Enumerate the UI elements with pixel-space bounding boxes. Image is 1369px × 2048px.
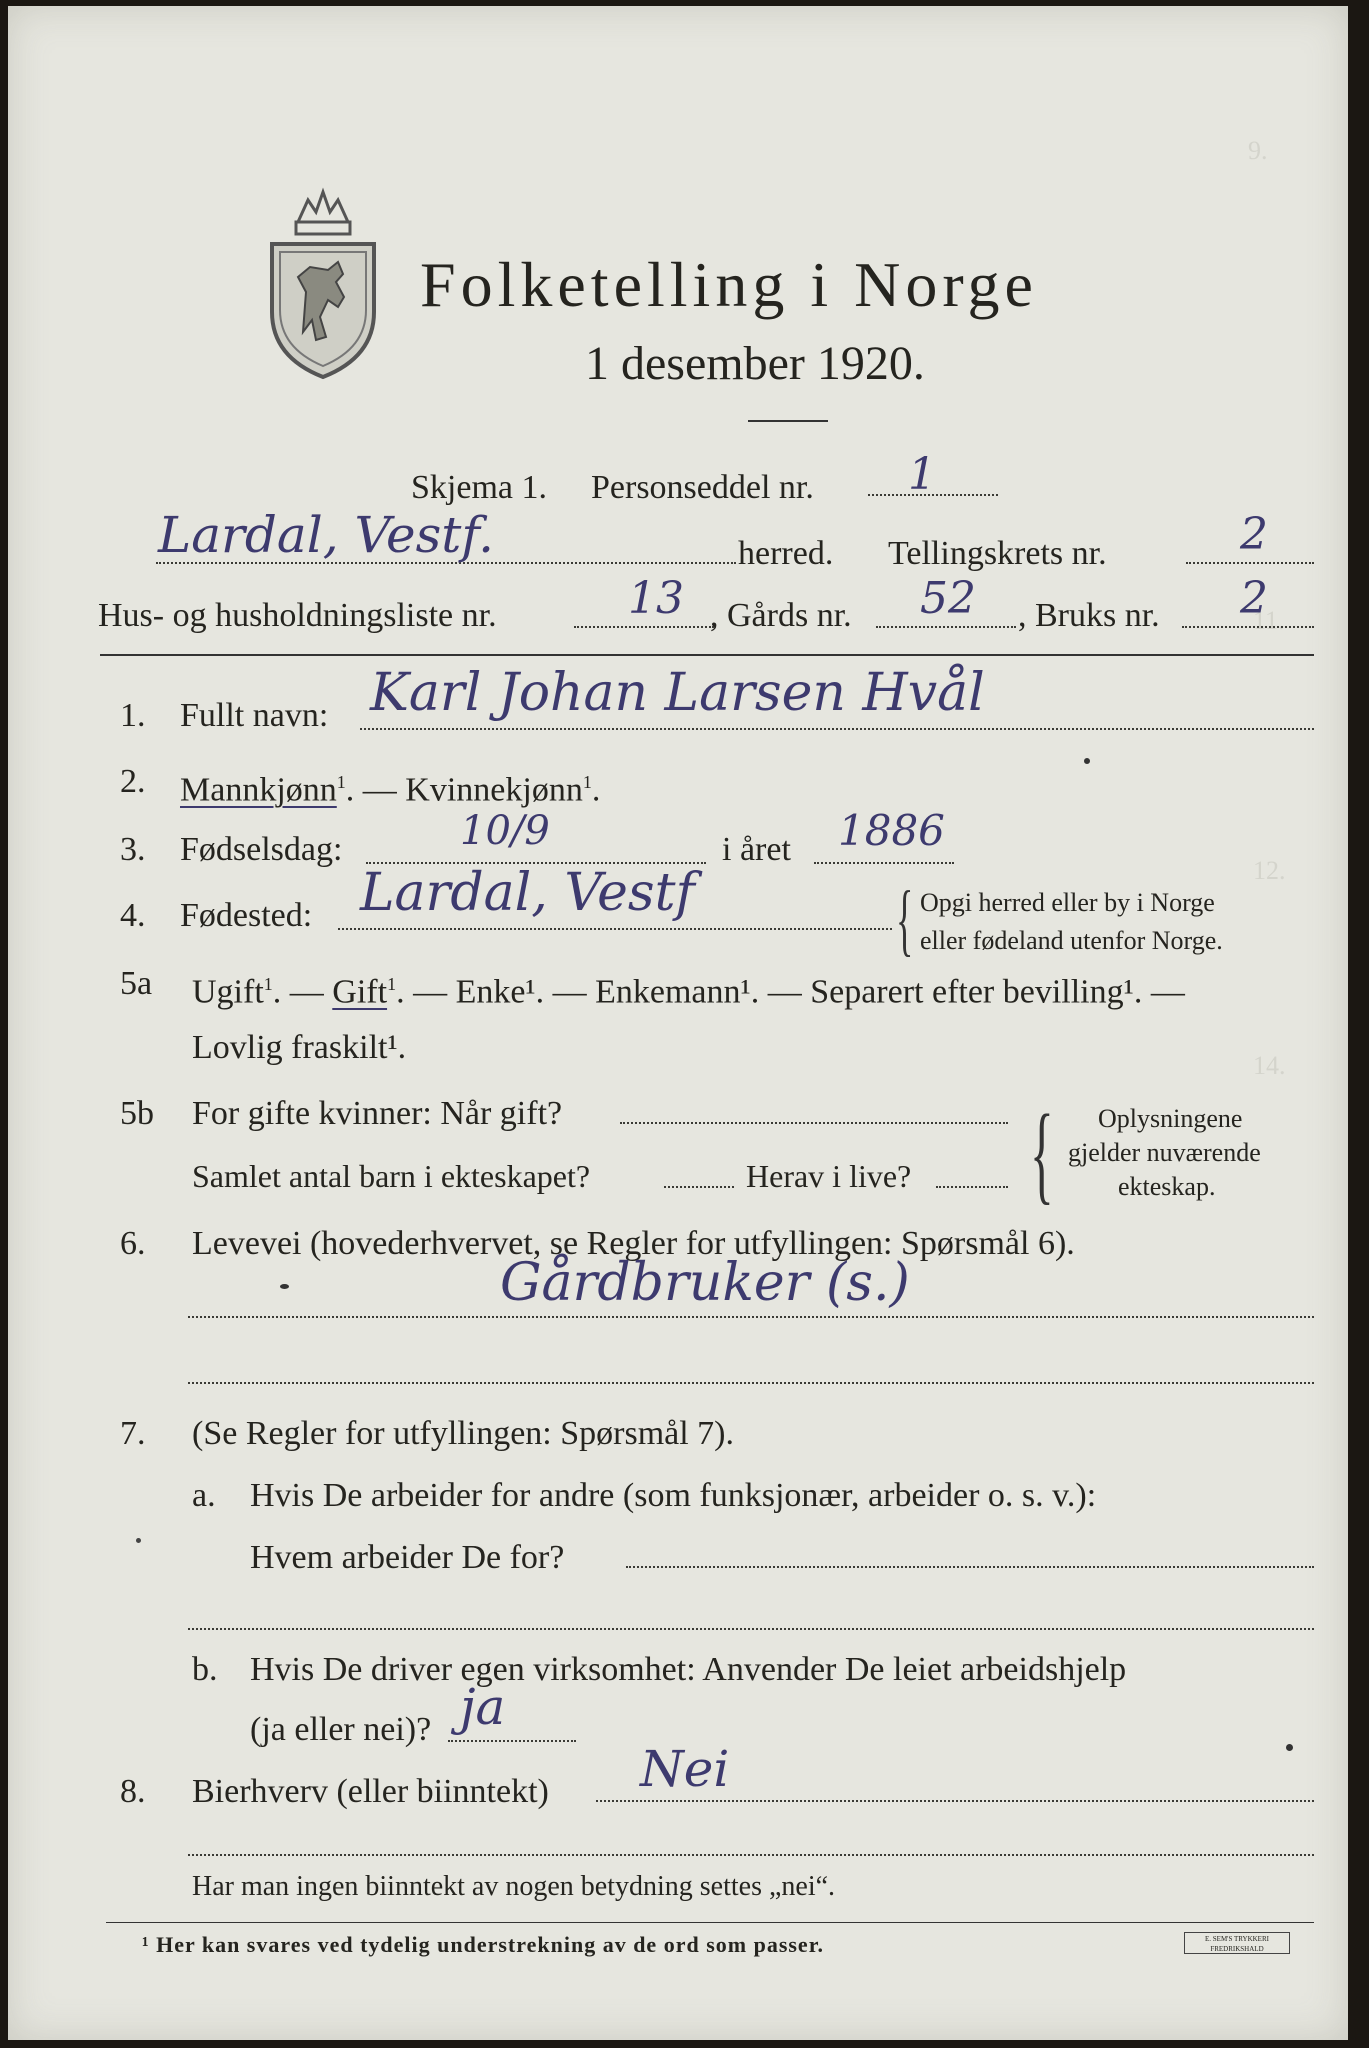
q2-options: Mannkjønn$^1$. — Kvinnekjønn$^1$. — [180, 771, 601, 809]
q5b-alive-line — [936, 1186, 1008, 1188]
q5b-brace: { — [1030, 1092, 1054, 1214]
q3-year-value: 1886 — [838, 806, 945, 855]
ink-dot — [136, 1538, 141, 1543]
q7b-letter: b. — [192, 1651, 218, 1688]
q4-birthplace-value: Lardal, Vestf — [360, 863, 695, 923]
q1-number: 1. — [120, 697, 146, 734]
bruks-label: , Bruks nr. — [1018, 597, 1160, 634]
q5a-ugift-option: Ugift — [192, 973, 264, 1011]
herred-label: herred. — [738, 535, 834, 572]
bruks-value: 2 — [1240, 573, 1268, 624]
q8-label: Bierhverv (eller biinntekt) — [192, 1773, 549, 1810]
hus-line — [574, 626, 714, 628]
q5b-number: 5b — [120, 1095, 154, 1132]
q5a-line2: Lovlig fraskilt¹. — [192, 1029, 407, 1066]
q5a-number: 5a — [120, 965, 153, 1002]
q4-note-line2: eller fødeland utenfor Norge. — [920, 926, 1223, 955]
tellingskrets-label: Tellingskrets nr. — [888, 535, 1107, 572]
q3-label: Fødselsdag: — [180, 831, 343, 868]
form-date: 1 desember 1920. — [585, 337, 925, 390]
herred-value: Lardal, Vestf. — [158, 506, 494, 564]
tellingskrets-value: 2 — [1240, 509, 1268, 560]
q5b-alive-label: Herav i live? — [746, 1158, 912, 1194]
q7b-answer-value: ja — [460, 1678, 506, 1736]
tellingskrets-line — [1186, 562, 1314, 564]
q1-full-name-value: Karl Johan Larsen Hvål — [370, 663, 985, 723]
q5a-separator: . — — [272, 973, 333, 1011]
q7-number: 7. — [120, 1415, 146, 1452]
q5a-options: Ugift$^1$. — Gift$^1$. — Enke¹. — Enkemann¹. — Separert efter bevilling¹. — — [192, 973, 1185, 1011]
q5a-other-options: . — Enke¹. — Enkemann¹. — Separert efter bevilling¹. — — [396, 973, 1185, 1011]
header-separator — [100, 654, 1314, 656]
norwegian-lion-shield-icon — [258, 182, 388, 382]
q7a-label: Hvis De arbeider for andre (som funksjonær, arbeider o. s. v.): — [250, 1477, 1097, 1514]
bleed-through-text: 9. — [1248, 136, 1268, 165]
q5b-note-line2: gjelder nuværende — [1068, 1138, 1261, 1167]
gards-value: 52 — [920, 573, 976, 624]
q7a-line2: Hvem arbeider De for? — [250, 1539, 565, 1576]
q6-occupation-value: Gårdbruker (s.) — [500, 1253, 910, 1313]
q5b-label: For gifte kvinner: Når gift? — [192, 1095, 563, 1132]
personseddel-value: 1 — [908, 449, 936, 500]
q5b-note-line3: ekteskap. — [1118, 1172, 1216, 1201]
q2-number: 2. — [120, 763, 146, 800]
hus-value: 13 — [628, 573, 684, 624]
q7a-line — [626, 1566, 1314, 1568]
q5b-children-line — [664, 1186, 734, 1188]
q8-line-2 — [188, 1854, 1314, 1856]
footnote: ¹ Her kan svares ved tydelig understrekning av de ord som passer. — [142, 1932, 824, 1957]
q6-number: 6. — [120, 1225, 146, 1262]
q2-separator: . — — [345, 771, 406, 809]
q7b-line2: (ja eller nei)? — [250, 1711, 432, 1748]
bleed-through-text: 14. — [1253, 1051, 1286, 1080]
ink-dot — [280, 1284, 289, 1289]
q4-note-line1: Opgi herred eller by i Norge — [920, 888, 1215, 917]
gards-line — [876, 626, 1016, 628]
ink-dot — [1286, 1744, 1293, 1751]
q4-line — [338, 928, 892, 930]
hus-label: Hus- og husholdningsliste nr. — [98, 597, 497, 634]
q1-label: Fullt navn: — [180, 697, 329, 734]
q4-label: Fødested: — [180, 897, 313, 934]
q7b-label: Hvis De driver egen virksomhet: Anvender De leiet arbeidshjelp — [250, 1651, 1127, 1688]
q3-year-label: i året — [722, 831, 791, 868]
q1-line — [360, 728, 1314, 730]
gards-label: , Gårds nr. — [710, 597, 852, 634]
q7-label: (Se Regler for utfyllingen: Spørsmål 7). — [192, 1415, 735, 1452]
q5b-children-label: Samlet antal barn i ekteskapet? — [192, 1158, 591, 1194]
q5b-when-line — [620, 1122, 1008, 1124]
title-divider — [748, 420, 828, 422]
bleed-through-text: 11. — [1253, 606, 1285, 635]
q2-kvinnekjonn-option: Kvinnekjønn — [405, 771, 583, 809]
q8-number: 8. — [120, 1773, 146, 1810]
q8-line — [596, 1800, 1314, 1802]
q6-line — [188, 1316, 1314, 1318]
census-form-sheet — [8, 6, 1348, 2040]
q7a-letter: a. — [192, 1477, 216, 1514]
schema-label: Skjema 1. — [411, 469, 547, 506]
q7b-line — [448, 1740, 576, 1742]
bruks-line — [1182, 626, 1314, 628]
ink-dot — [1084, 758, 1090, 764]
q8-answer-value: Nei — [640, 1740, 730, 1798]
q6-line-2 — [188, 1382, 1314, 1384]
q3-year-line — [814, 862, 954, 864]
printer-stamp: E. SEM'S TRYKKERI FREDRIKSHALD — [1184, 1932, 1290, 1954]
q4-brace: { — [896, 876, 914, 964]
q3-birthday-value: 10/9 — [460, 808, 550, 854]
q3-number: 3. — [120, 831, 146, 868]
footnote-separator — [106, 1922, 1314, 1923]
q6-label: Levevei (hovederhvervet, se Regler for utfyllingen: Spørsmål 6). — [192, 1225, 1075, 1262]
form-title: Folketelling i Norge — [420, 249, 1038, 320]
personseddel-label: Personseddel nr. — [591, 469, 814, 506]
q2-mannkjonn-option: Mannkjønn — [180, 771, 337, 809]
q8-note: Har man ingen biinntekt av nogen betydning settes „nei“. — [192, 1871, 836, 1902]
q7a-line-2 — [188, 1628, 1314, 1630]
bleed-through-text: 12. — [1253, 856, 1286, 885]
q4-number: 4. — [120, 897, 146, 934]
q5a-gift-option: Gift — [332, 973, 388, 1011]
q5b-note-line1: Oplysningene — [1098, 1104, 1243, 1133]
